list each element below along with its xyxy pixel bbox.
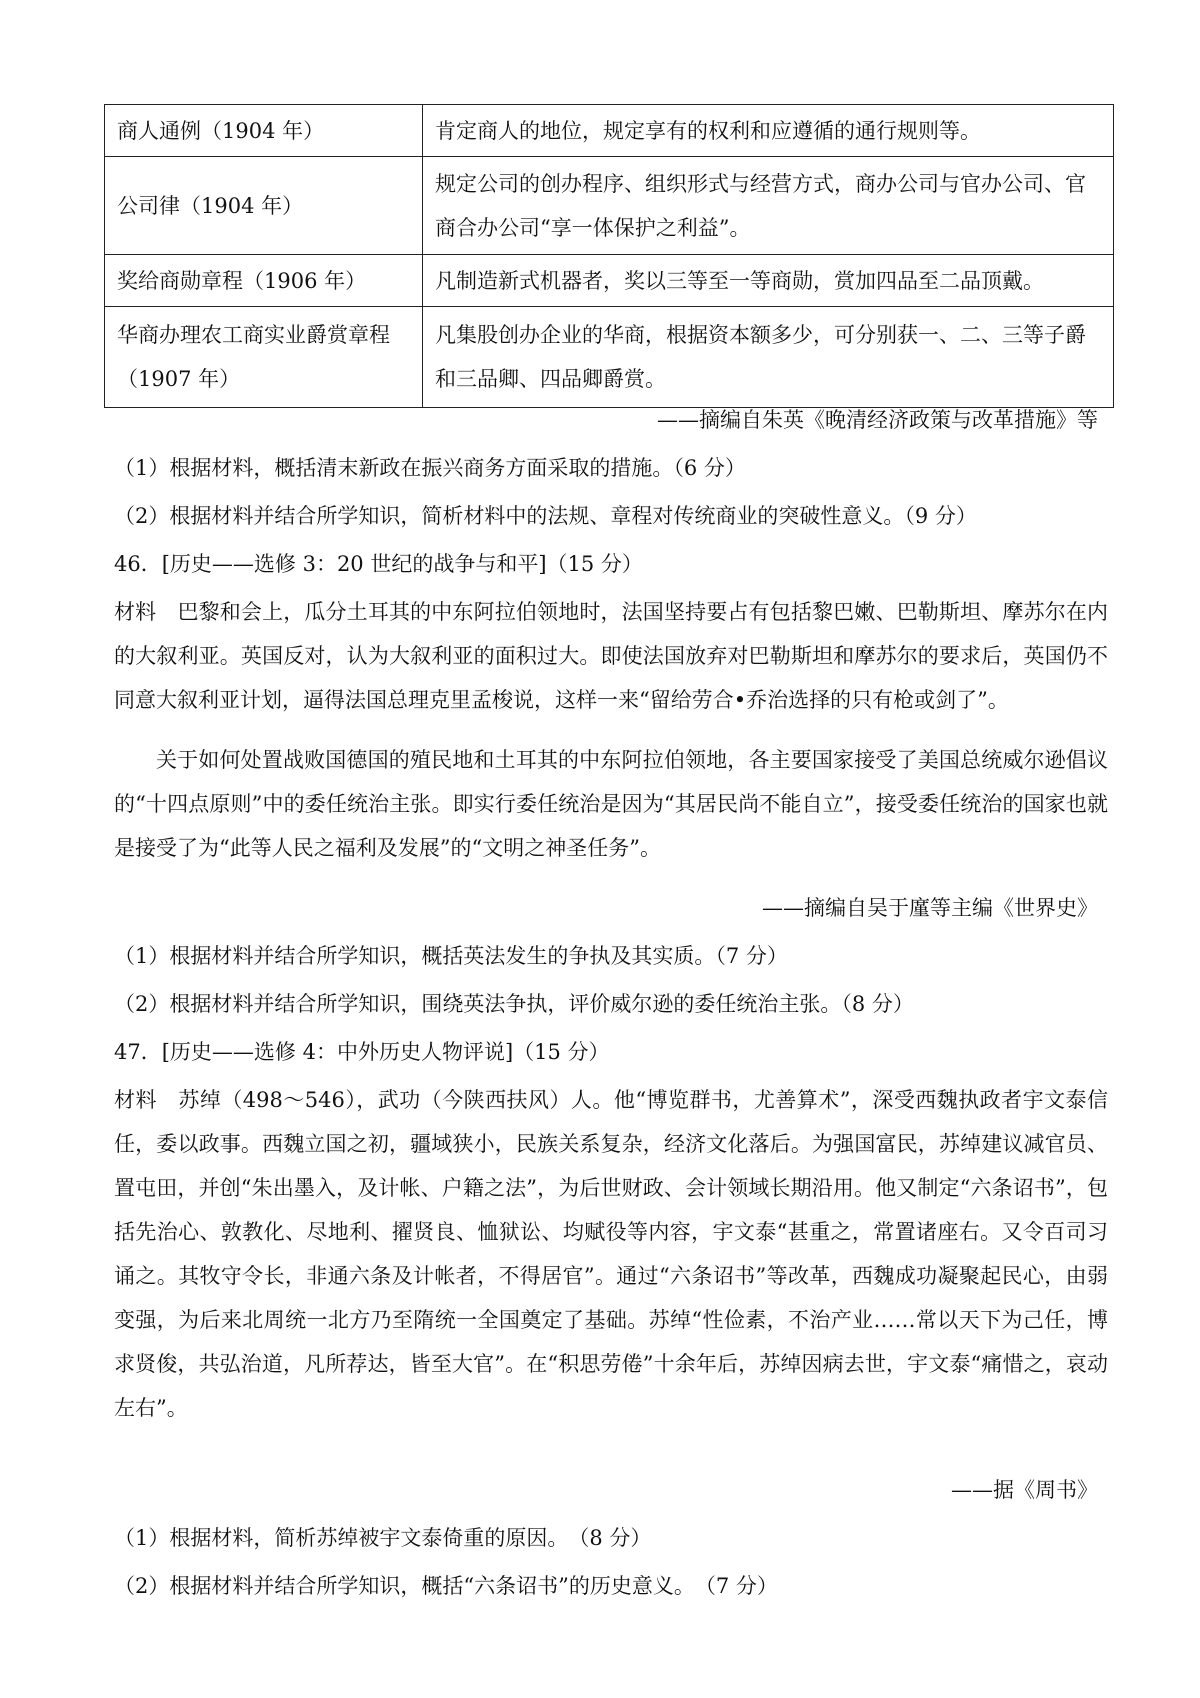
law-name-cell: 商人通例（1904 年） [105,105,423,157]
table-row [105,307,1114,408]
q47-heading: 47．[历史——选修 4：中外历史人物评说]（15 分） [114,1040,610,1064]
law-name-cell: 华商办理农工商实业爵赏章程（1907 年） [105,307,423,408]
q46-subquestion-2: （2）根据材料并结合所学知识，围绕英法争执，评价威尔逊的委任统治主张。（8 分） [114,992,914,1016]
q47-material-paragraph: 材料 苏绰（498～546），武功（今陕西扶风）人。他“博览群书，尤善算术”，深受西魏执政者宇文泰信任，委以政事。西魏立国之初，疆域狭小，民族关系复杂，经济文化落后。为强国富民，苏绰建议减官员、置屯田，并创“朱出墨入，及计帐、户籍之法”，为后世财政、会计领域长期沿用。他又制定“六条诏书”，包括先治心、敦教化、尽地利、擢贤良、恤狱讼、均赋役等内容，宇文泰“甚重之，常置诸座右。又令百司习诵之。其牧守令长，非通六条及计帐者，不得居官”。通过“六条诏书”等改革，西魏成功凝聚起民心，由弱变强，为后来北周统一北方乃至隋统一全国奠定了基础。苏绰“性俭素，不治产业……常以天下为己任，博求贤俊，共弘治道，凡所荐达，皆至大官”。在“积思劳倦”十余年后，苏绰因病去世，宇文泰“痛惜之，哀动左右”。 [114,1088,1108,1420]
law-name-cell: 奖给商勋章程（1906 年） [105,255,423,307]
law-content-cell: 肯定商人的地位，规定享有的权利和应遵循的通行规则等。 [423,105,1114,157]
q45-subquestion-2: （2）根据材料并结合所学知识，简析材料中的法规、章程对传统商业的突破性意义。（9 分） [114,504,977,528]
q46-heading: 46．[历史——选修 3：20 世纪的战争与和平]（15 分） [114,552,643,576]
q46-subquestion-1: （1）根据材料并结合所学知识，概括英法发生的争执及其实质。（7 分） [114,944,788,968]
q46-material-paragraph-1: 材料 巴黎和会上，瓜分土耳其的中东阿拉伯领地时，法国坚持要占有包括黎巴嫩、巴勒斯坦、摩苏尔在内的大叙利亚。英国反对，认为大叙利亚的面积过大。即使法国放弃对巴勒斯坦和摩苏尔的要求后，英国仍不同意大叙利亚计划，逼得法国总理克里孟梭说，这样一来“留给劳合•乔治选择的只有枪或剑了”。 [114,600,1108,712]
law-content-cell: 凡制造新式机器者，奖以三等至一等商勋，赏加四品至二品顶戴。 [423,255,1114,307]
law-content-cell: 凡集股创办企业的华商，根据资本额多少，可分别获一、二、三等子爵和三品卿、四品卿爵赏。 [423,307,1114,408]
law-name-cell: 公司律（1904 年） [105,157,423,255]
q45-subquestion-1: （1）根据材料，概括清末新政在振兴商务方面采取的措施。（6 分） [114,456,746,480]
table-row [105,157,1114,255]
q46-source: ——摘编自吴于廑等主编《世界史》 [762,896,1098,920]
law-content-cell: 规定公司的创办程序、组织形式与经营方式，商办公司与官办公司、官商合办公司“享一体保护之利益”。 [423,157,1114,255]
q47-subquestion-2: （2）根据材料并结合所学知识，概括“六条诏书”的历史意义。 （7 分） [114,1574,778,1598]
commerce-law-table [104,104,1114,408]
q46-material-paragraph-2: 关于如何处置战败国德国的殖民地和土耳其的中东阿拉伯领地，各主要国家接受了美国总统威尔逊倡议的“十四点原则”中的委任统治主张。即实行委任统治是因为“其居民尚不能自立”，接受委任统治的国家也就是接受了为“此等人民之福利及发展”的“文明之神圣任务”。 [114,748,1108,860]
q47-subquestion-1: （1）根据材料，简析苏绰被宇文泰倚重的原因。 （8 分） [114,1526,652,1550]
q47-source: ——据《周书》 [951,1478,1098,1502]
q45-source: ——摘编自朱英《晚清经济政策与改革措施》等 [657,408,1098,432]
table-row [105,255,1114,307]
table-row [105,105,1114,157]
